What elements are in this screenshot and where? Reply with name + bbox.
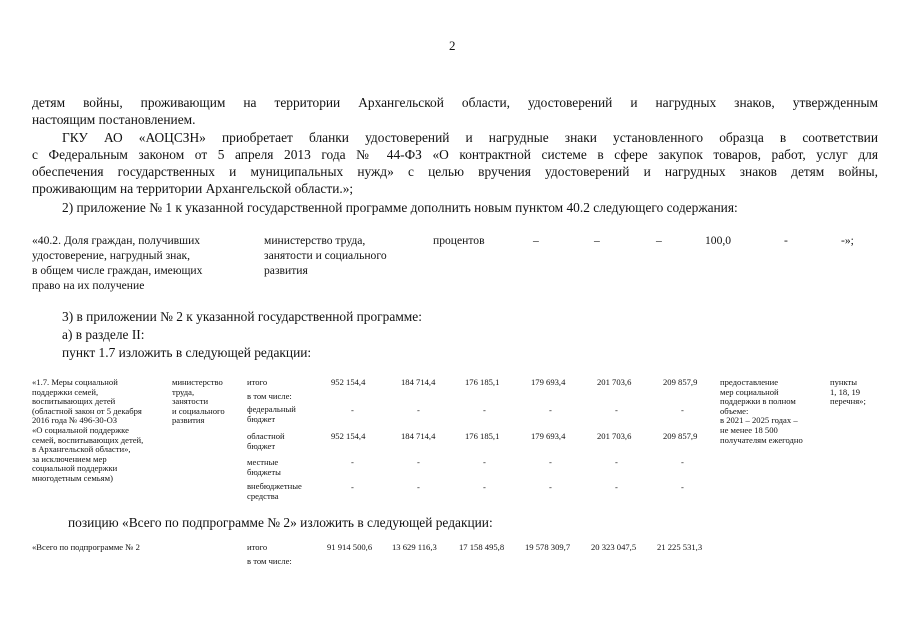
value-cell: 21 225 531,3 <box>657 542 703 552</box>
measure-line: воспитывающих детей <box>32 396 116 407</box>
measure-cell <box>32 378 143 484</box>
value-cell: - <box>681 405 684 415</box>
value-cell: - <box>615 405 618 415</box>
section-3-line: а) в разделе II: <box>62 327 145 342</box>
measure-line: 2016 года № 496-30-ОЗ <box>32 415 118 426</box>
indicator-line: «40.2. Доля граждан, получивших <box>32 234 201 247</box>
points-line: пункты <box>830 377 858 387</box>
page-number: 2 <box>449 38 456 53</box>
source-cell: итого <box>247 542 268 552</box>
source-line: внебюджетные <box>247 481 302 491</box>
total-label: «Всего по подпрограмме № 2 <box>32 542 140 552</box>
value-cell: - <box>615 457 618 467</box>
measure-line: многодетным семьям) <box>32 472 113 483</box>
value-cell: 13 629 116,3 <box>392 542 437 552</box>
measure-line: семей, воспитывающих детей, <box>32 434 144 445</box>
source-cell: в том числе: <box>247 391 292 401</box>
unit-cell: процентов <box>433 234 485 247</box>
executor-cell <box>264 233 387 278</box>
value-cell: - <box>483 405 486 415</box>
value-cell: – <box>656 234 662 247</box>
value-cell: - <box>549 457 552 467</box>
value-cell: - <box>681 457 684 467</box>
source-cell <box>247 432 285 451</box>
paragraph-line: детям войны, проживающим на территории Архангельской области, удостоверений и нагрудных знаков, утвержденным <box>32 95 878 110</box>
points-line: перечня»; <box>830 396 866 407</box>
value-cell: - <box>615 482 618 492</box>
value-cell: 184 714,4 <box>401 431 436 441</box>
indicator-line: право на их получение <box>32 279 145 292</box>
source-cell <box>247 482 302 501</box>
paragraph-line: обеспечения государственных и муниципальных нужд» с целью вручения удостоверений и нагрудных знаков детям войны, <box>32 164 878 179</box>
value-cell: - <box>417 405 420 415</box>
executor-line: труда, <box>172 386 195 397</box>
executor-line: развития <box>264 264 308 277</box>
source-line: бюджет <box>247 413 276 424</box>
executor-line: и социального <box>172 405 225 416</box>
value-cell: 201 703,6 <box>597 431 632 441</box>
value-cell: 179 693,4 <box>531 377 566 387</box>
value-cell: 209 857,9 <box>663 431 698 441</box>
value-cell: 91 914 500,6 <box>327 542 373 552</box>
source-cell <box>247 405 296 424</box>
value-cell: - <box>681 482 684 492</box>
executor-line: министерство <box>172 377 223 387</box>
result-line: получателям ежегодно <box>720 434 803 445</box>
value-cell: - <box>483 482 486 492</box>
indicator-cell <box>32 233 202 293</box>
source-line: средства <box>247 490 279 501</box>
executor-line: министерство труда, <box>264 234 366 247</box>
executor-line: занятости и социального <box>264 249 387 262</box>
value-cell: - <box>483 457 486 467</box>
value-cell: - <box>549 482 552 492</box>
measure-line: за исключением мер <box>32 453 107 464</box>
value-cell: 20 323 047,5 <box>591 542 637 552</box>
source-cell: итого <box>247 377 268 387</box>
source-cell: в том числе: <box>247 556 292 566</box>
points-line: 1, 18, 19 <box>830 386 861 397</box>
result-line: предоставление <box>720 377 779 387</box>
source-line: бюджеты <box>247 466 281 477</box>
value-cell: - <box>417 482 420 492</box>
value-cell: 179 693,4 <box>531 431 566 441</box>
section-3-line: 3) в приложении № 2 к указанной государственной программе: <box>62 309 422 324</box>
result-cell <box>720 378 803 445</box>
executor-line: развития <box>172 415 205 426</box>
result-line: поддержки в полном <box>720 396 796 407</box>
measure-line: социальной поддержки <box>32 463 118 474</box>
source-line: федеральный <box>247 404 296 414</box>
source-line: областной <box>247 431 285 441</box>
source-line: бюджет <box>247 440 276 451</box>
value-cell: 952 154,4 <box>331 377 366 387</box>
measure-line: в Архангельской области», <box>32 444 131 455</box>
measure-line: поддержки семей, <box>32 386 99 397</box>
value-cell: 184 714,4 <box>401 377 436 387</box>
indicator-line: удостоверение, нагрудный знак, <box>32 249 191 262</box>
value-cell: 17 158 495,8 <box>459 542 505 552</box>
value-cell: 19 578 309,7 <box>525 542 571 552</box>
value-cell: - <box>351 457 354 467</box>
value-cell: - <box>351 482 354 492</box>
position-instruction: позицию «Всего по подпрограмме № 2» изложить в следующей редакции: <box>68 515 493 530</box>
result-line: мер социальной <box>720 386 779 397</box>
measure-line: (областной закон от 5 декабря <box>32 405 142 416</box>
points-cell <box>830 378 866 407</box>
executor-line: занятости <box>172 396 209 407</box>
measure-line: «О социальной поддержке <box>32 424 129 435</box>
value-cell: 176 185,1 <box>465 431 500 441</box>
result-line: в 2021 – 2025 годах – <box>720 415 798 426</box>
source-line: местные <box>247 457 279 467</box>
value-cell: - <box>351 405 354 415</box>
value-cell: - <box>549 405 552 415</box>
value-cell: 209 857,9 <box>663 377 698 387</box>
section-3-line: пункт 1.7 изложить в следующей редакции: <box>62 345 312 360</box>
value-cell: - <box>417 457 420 467</box>
paragraph-line: ГКУ АО «АОЦСЗН» приобретает бланки удостоверений и нагрудные знаки установленного образца в соответствии <box>62 130 878 145</box>
value-cell: 201 703,6 <box>597 377 632 387</box>
result-line: объеме: <box>720 405 749 416</box>
value-cell: 100,0 <box>705 234 732 247</box>
result-line: не менее 18 500 <box>720 424 778 435</box>
measure-line: «1.7. Меры социальной <box>32 377 118 387</box>
value-cell: – <box>594 234 600 247</box>
item-2-text: 2) приложение № 1 к указанной государственной программе дополнить новым пунктом 40.2 следующего содержания: <box>62 200 738 215</box>
paragraph-line: с Федеральным законом от 5 апреля 2013 года № 44-ФЗ «О контрактной системе в сфере закупок товаров, работ, услуг для <box>32 147 878 162</box>
indicator-line: в общем числе граждан, имеющих <box>32 264 203 277</box>
value-cell: 952 154,4 <box>331 431 366 441</box>
value-cell: - <box>784 234 788 247</box>
value-cell: – <box>533 234 539 247</box>
source-cell <box>247 458 281 477</box>
value-cell: -»; <box>841 234 854 247</box>
paragraph-line: проживающим на территории Архангельской области.»; <box>32 181 354 196</box>
value-cell: 176 185,1 <box>465 377 500 387</box>
paragraph-line: настоящим постановлением. <box>32 112 196 127</box>
executor-cell <box>172 378 225 426</box>
